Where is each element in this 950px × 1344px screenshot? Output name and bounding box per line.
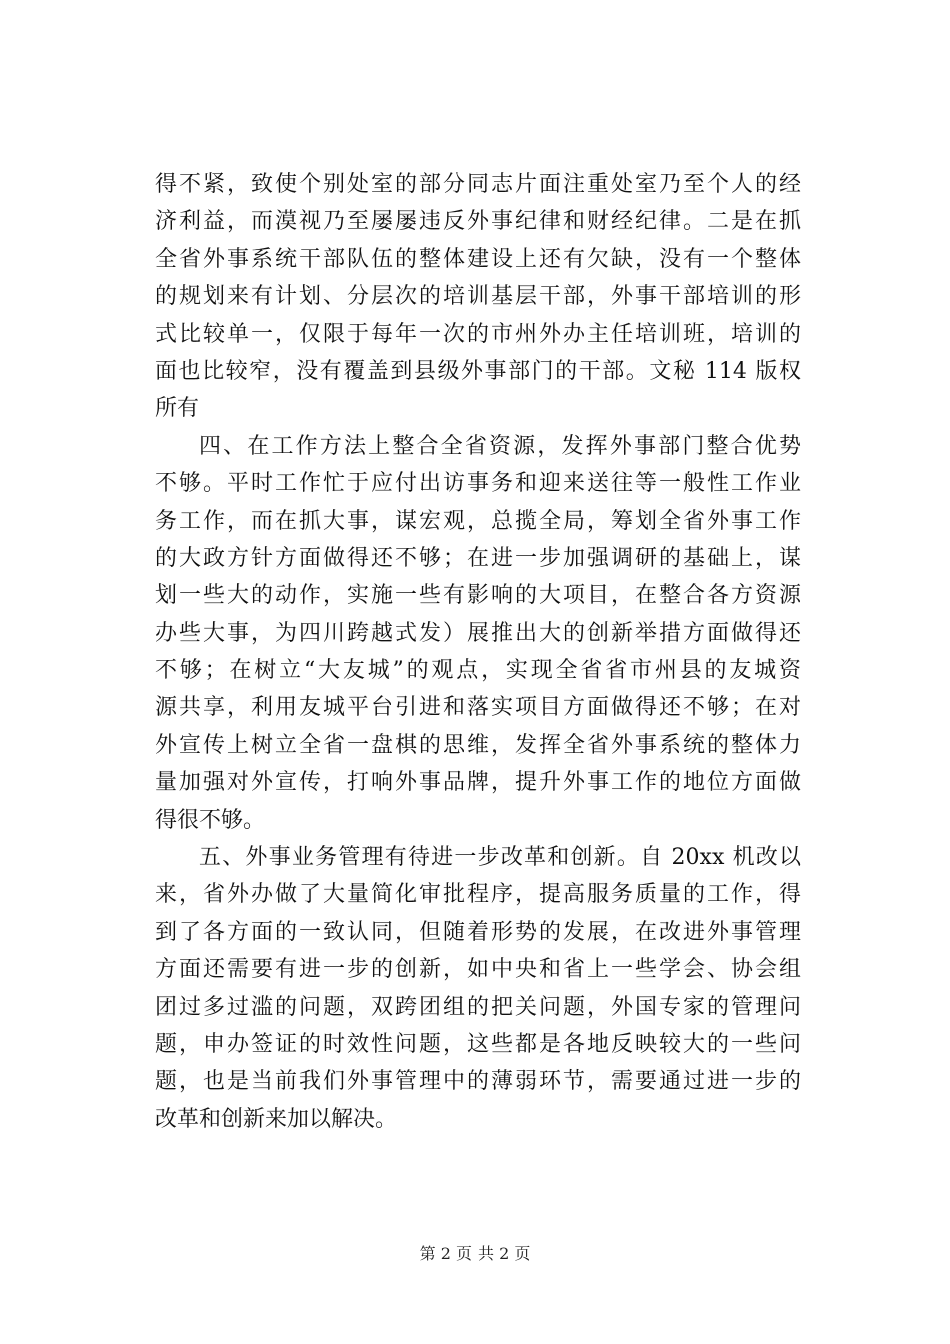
text-line: 全省外事系统干部队伍的整体建设上还有欠缺，没有一个整体 — [155, 246, 801, 272]
text-line: 四、在工作方法上整合全省资源，发挥外事部门整合优势 — [199, 433, 801, 459]
page-number: 第 2 页 — [419, 1244, 472, 1263]
paragraph-3 — [155, 839, 801, 1138]
text-line: 式比较单一，仅限于每年一次的市州外办主任培训班，培训的 — [155, 321, 801, 347]
paragraph-1 — [155, 166, 801, 428]
text-line: 不够。平时工作忙于应付出访事务和迎来送往等一般性工作业 — [155, 471, 801, 497]
text-line: 务工作，而在抓大事，谋宏观，总揽全局，筹划全省外事工作 — [155, 508, 801, 534]
text-line: 的大政方针方面做得还不够；在进一步加强调研的基础上，谋 — [155, 545, 801, 571]
text-line: 得不紧，致使个别处室的部分同志片面注重处室乃至个人的经 — [155, 172, 801, 197]
text-line: 不够；在树立“大友城”的观点，实现全省省市州县的友城资 — [155, 658, 801, 684]
text-line: 面也比较窄，没有覆盖到县级外事部门的干部。文秘 114 版权 — [155, 358, 801, 384]
text-line: 源共享，利用友城平台引进和落实项目方面做得还不够；在对 — [155, 695, 801, 721]
text-line: 题，也是当前我们外事管理中的薄弱环节，需要通过进一步的 — [155, 1069, 801, 1095]
text-line: 的规划来有计划、分层次的培训基层干部，外事干部培训的形 — [155, 284, 801, 310]
text-line: 改革和创新来加以解决。 — [155, 1106, 398, 1132]
text-line: 所有 — [155, 396, 200, 422]
text-line: 来，省外办做了大量简化审批程序，提高服务质量的工作，得 — [155, 882, 801, 908]
document-body — [155, 166, 801, 1138]
text-line: 划一些大的动作，实施一些有影响的大项目，在整合各方资源 — [155, 583, 801, 609]
text-line: 到了各方面的一致认同，但随着形势的发展，在改进外事管理 — [155, 919, 801, 945]
text-line: 团过多过滥的问题，双跨团组的把关问题，外国专家的管理问 — [155, 994, 801, 1020]
page-footer — [0, 1244, 950, 1264]
text-line: 济利益，而漠视乃至屡屡违反外事纪律和财经纪律。二是在抓 — [155, 209, 801, 235]
text-line: 题，申办签证的时效性问题，这些都是各地反映较大的一些问 — [155, 1031, 801, 1057]
paragraph-2 — [155, 428, 801, 839]
page-total: 共 2 页 — [478, 1244, 531, 1263]
text-line: 五、外事业务管理有待进一步改革和创新。自 20xx 机改以 — [199, 845, 801, 871]
text-line: 方面还需要有进一步的创新，如中央和省上一些学会、协会组 — [155, 957, 801, 983]
text-line: 办些大事，为四川跨越式发）展推出大的创新举措方面做得还 — [155, 620, 801, 646]
text-line: 得很不够。 — [155, 807, 266, 833]
text-line: 量加强对外宣传，打响外事品牌，提升外事工作的地位方面做 — [155, 770, 801, 796]
text-line: 外宣传上树立全省一盘棋的思维，发挥全省外事系统的整体力 — [155, 732, 801, 758]
